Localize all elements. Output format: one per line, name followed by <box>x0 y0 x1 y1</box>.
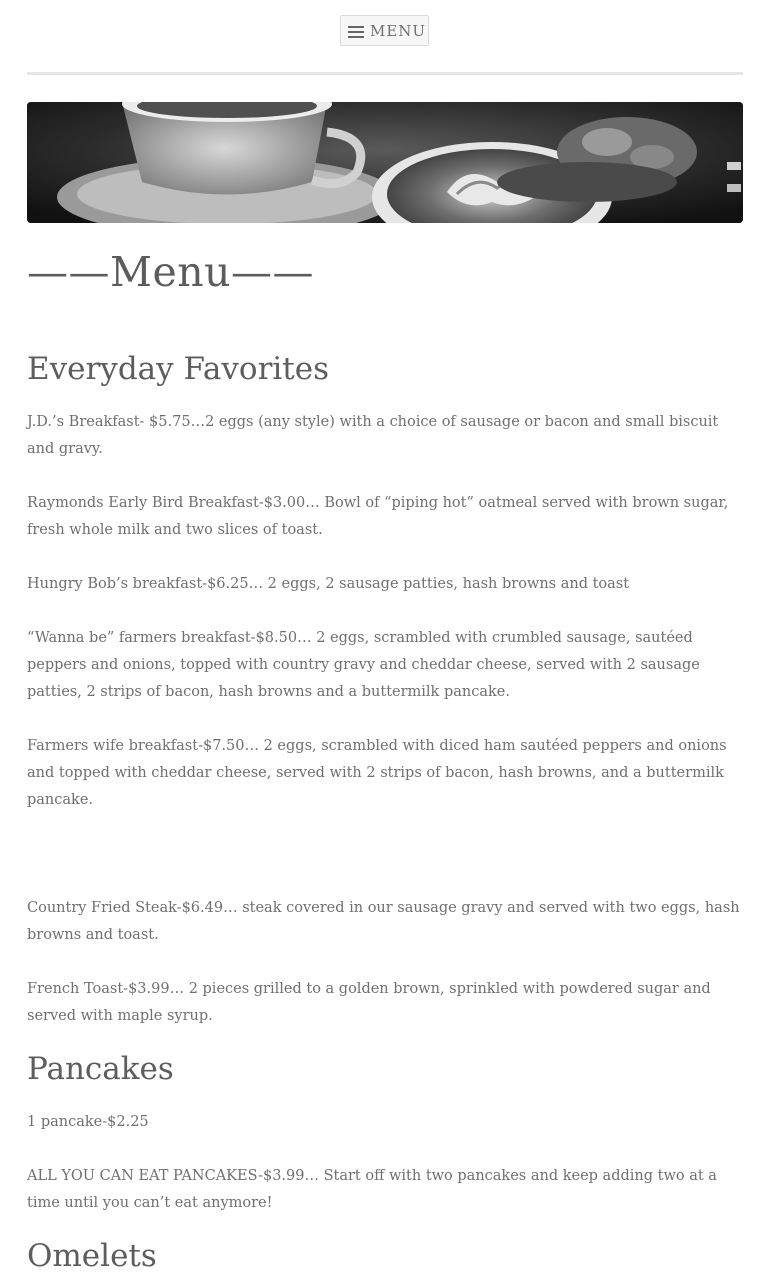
menu-item: Hungry Bob’s breakfast-$6.25… 2 eggs, 2 sausage patties, hash browns and toast <box>27 576 630 592</box>
menu-item: “Wanna be” farmers breakfast-$8.50… 2 eggs, scrambled with crumbled sausage, sautéed peppers and onions, topped with country gravy and cheddar cheese, served with 2 sausage patties, 2 strips of bacon, hash browns and a buttermilk pancake. <box>27 630 700 700</box>
section-heading-omelets: Omelets <box>27 1238 157 1274</box>
section-heading-pancakes: Pancakes <box>27 1051 174 1087</box>
menu-item: J.D.’s Breakfast- $5.75…2 eggs (any style) with a choice of sausage or bacon and small biscuit and gravy. <box>27 414 719 457</box>
menu-item: ALL YOU CAN EAT PANCAKES-$3.99… Start off with two pancakes and keep adding two at a time until you can’t eat anymore! <box>27 1168 717 1211</box>
menu-item: Farmers wife breakfast-$7.50… 2 eggs, scrambled with diced ham sautéed peppers and onions and topped with cheddar cheese, served with 2 strips of bacon, hash browns, and a buttermilk pancake. <box>27 738 727 808</box>
menu-item: 1 pancake-$2.25 <box>27 1114 149 1130</box>
menu-content <box>27 344 743 1281</box>
page-title: ——Menu—— <box>27 248 315 296</box>
section-heading-everyday-favorites: Everyday Favorites <box>27 351 330 387</box>
menu-item: Country Fried Steak-$6.49… steak covered in our sausage gravy and served with two eggs, hash browns and toast. <box>27 900 740 943</box>
hamburger-icon <box>348 24 364 38</box>
menu-item: Raymonds Early Bird Breakfast-$3.00… Bowl of “piping hot” oatmeal served with brown sugar, fresh whole milk and two slices of toast. <box>27 495 729 538</box>
menu-toggle-label: MENU <box>370 21 427 40</box>
coffee-cups-image <box>27 102 743 223</box>
menu-item: French Toast-$3.99… 2 pieces grilled to a golden brown, sprinkled with powdered sugar and served with maple syrup. <box>27 981 711 1024</box>
site-header <box>27 0 743 75</box>
header-image <box>27 102 743 223</box>
menu-toggle-button[interactable] <box>340 15 429 46</box>
